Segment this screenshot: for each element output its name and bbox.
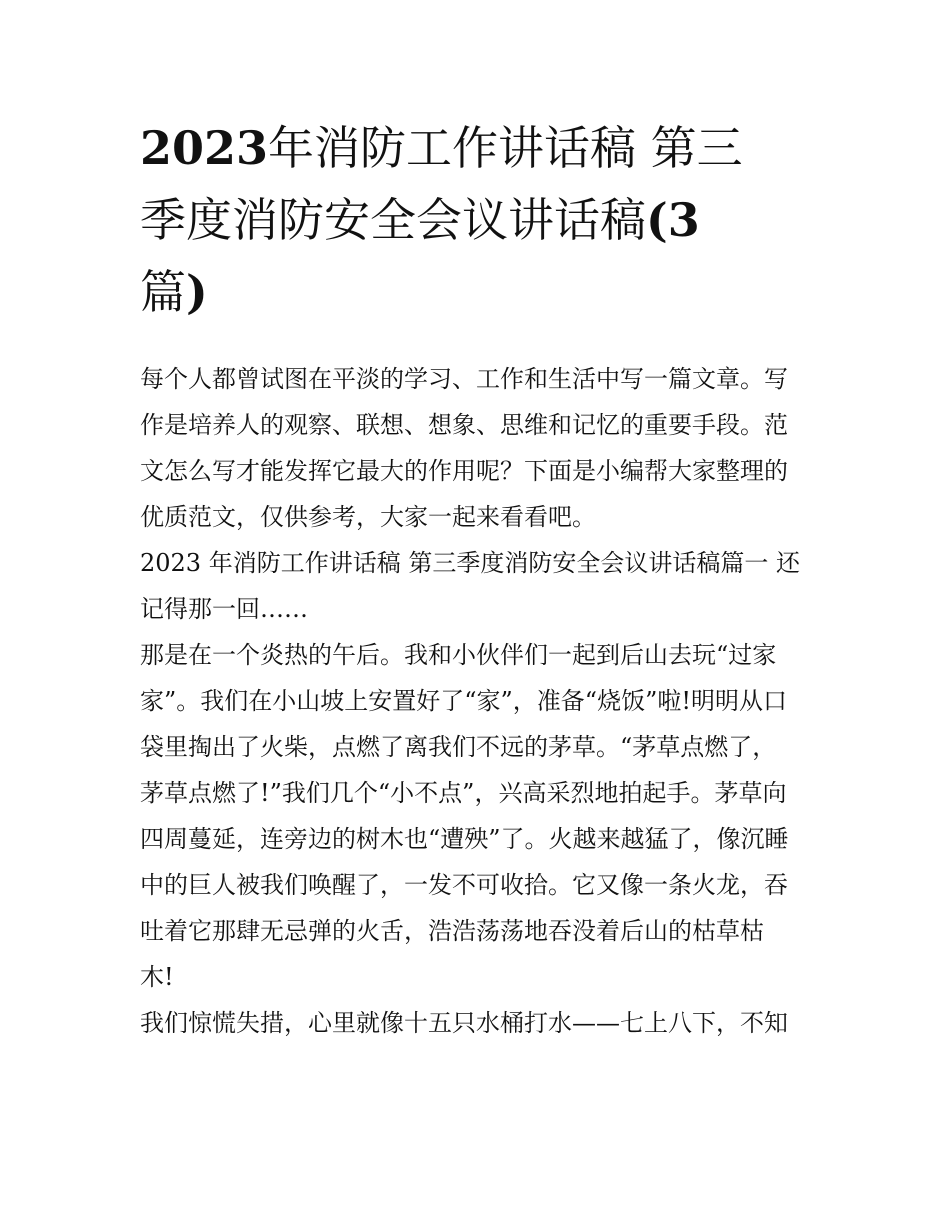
title-line-2 — [140, 184, 790, 256]
title-line-3 — [140, 256, 790, 328]
intro-line: 每个人都曾试图在平淡的学习、工作和生活中写一篇文章。写 — [140, 365, 788, 393]
title-line-1 — [140, 112, 790, 184]
story-line: 木! — [140, 963, 174, 991]
story-line: 袋里掏出了火柴，点燃了离我们不远的茅草。“茅草点燃了， — [140, 733, 777, 761]
title-line-2-tail: (3 — [646, 193, 700, 247]
story-line: 吐着它那肆无忌弹的火舌，浩浩荡荡地吞没着后山的枯草枯 — [140, 917, 764, 945]
section-heading-paragraph — [140, 540, 820, 632]
intro-line: 优质范文，仅供参考，大家一起来看看吧。 — [140, 503, 596, 531]
story-paragraph-2 — [140, 1000, 820, 1046]
title-line-3-text: 篇 — [140, 265, 186, 319]
section-heading-line: 2023 年消防工作讲话稿 第三季度消防安全会议讲话稿篇一 还 — [140, 549, 800, 577]
section-heading-line: 记得那一回…… — [140, 595, 308, 623]
story-line: 家”。我们在小山坡上安置好了“家”，准备“烧饭”啦!明明从口 — [140, 687, 787, 715]
intro-line: 作是培养人的观察、联想、想象、思维和记忆的重要手段。范 — [140, 411, 788, 439]
title-line-3-tail: ) — [186, 265, 208, 319]
document-title — [140, 112, 790, 328]
story-line: 茅草点燃了!”我们几个“小不点”，兴高采烈地拍起手。茅草向 — [140, 779, 787, 807]
story-paragraph — [140, 632, 820, 1000]
story-line: 四周蔓延，连旁边的树木也“遭殃”了。火越来越猛了，像沉睡 — [140, 825, 789, 853]
title-line-1-text: 年消防工作讲话稿 第三 — [268, 121, 743, 175]
intro-line: 文怎么写才能发挥它最大的作用呢？下面是小编帮大家整理的 — [140, 457, 788, 485]
story2-line: 我们惊慌失措，心里就像十五只水桶打水——七上八下，不知 — [140, 1009, 788, 1037]
story-line: 那是在一个炎热的午后。我和小伙伴们一起到后山去玩“过家 — [140, 641, 777, 669]
intro-paragraph — [140, 356, 820, 540]
title-year: 2023 — [140, 121, 269, 175]
document-body — [140, 356, 820, 1046]
story-line: 中的巨人被我们唤醒了，一发不可收拾。它又像一条火龙，吞 — [140, 871, 788, 899]
title-line-2-text: 季度消防安全会议讲话稿 — [140, 193, 646, 247]
